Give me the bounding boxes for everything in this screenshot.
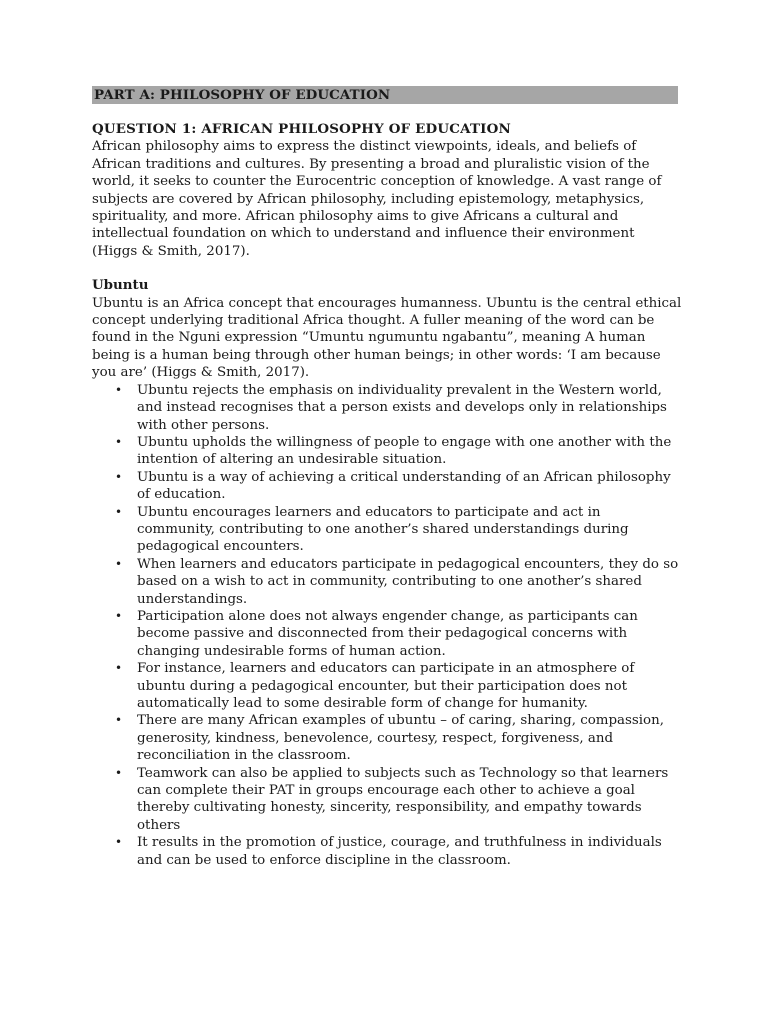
bullet-icon: • — [115, 382, 123, 397]
intro-paragraph: African philosophy aims to express the distinct viewpoints, ideals, and beliefs of African traditions and cultures. By presenting a broad and pluralistic vision of the world, it seeks to counter the Eurocentric conception of knowledge. A vast range of subjects are covered by African philosophy, including epistemology, metaphysics, spirituality, and more. African philosophy aims to give Africans a cultural and intellectual foundation on which to understand and influence their environment (Higgs & Smith, 2017). — [92, 139, 662, 259]
list-item-text: There are many African examples of ubuntu – of caring, sharing, compassion, generosity, kindness, benevolence, courtesy, respect, forgiveness, and reconciliation in the classroom. — [137, 713, 664, 764]
bullet-icon: • — [115, 661, 123, 676]
list-item-text: Ubuntu encourages learners and educators to participate and act in community, contributing to one another’s shared understandings during pedagogical encounters. — [137, 504, 629, 555]
ubuntu-heading: Ubuntu — [92, 277, 149, 294]
list-item-text: Ubuntu is a way of achieving a critical understanding of an African philosophy of education. — [137, 469, 671, 503]
bullet-icon: • — [115, 608, 123, 623]
list-item-text: When learners and educators participate in pedagogical encounters, they do so based on a wish to act in community, contributing to one another’s shared understandings. — [137, 556, 679, 607]
list-item-text: For instance, learners and educators can participate in an atmosphere of ubuntu during a pedagogical encounter, but their participation does not automatically lead to some desirable form of change for humanity. — [137, 661, 635, 711]
list-item-text: Ubuntu upholds the willingness of people to engage with one another with the intention of altering an undesirable situation. — [137, 434, 672, 468]
list-item — [115, 660, 682, 712]
list-item-text: Teamwork can also be applied to subjects such as Technology so that learners can complete their PAT in groups encourage each other to achieve a goal thereby cultivating honesty, sincerity, responsibility, and empathy towards others — [137, 765, 669, 833]
list-item — [115, 434, 682, 469]
list-item — [115, 712, 682, 764]
question-title: QUESTION 1: AFRICAN PHILOSOPHY OF EDUCATION — [92, 121, 511, 137]
list-item — [115, 469, 682, 504]
list-item — [115, 834, 682, 869]
list-item — [115, 382, 682, 434]
list-item-text: Participation alone does not always engender change, as participants can become passive and disconnected from their pedagogical concerns with changing undesirable forms of human action. — [137, 608, 638, 659]
bullet-icon: • — [115, 713, 123, 728]
list-item — [115, 765, 682, 835]
part-heading: PART A: PHILOSOPHY OF EDUCATION — [92, 86, 678, 104]
bullet-icon: • — [115, 556, 123, 571]
list-item — [115, 608, 682, 660]
list-item — [115, 556, 682, 608]
bullet-icon: • — [115, 434, 123, 449]
bullet-icon: • — [115, 504, 123, 519]
bullet-icon: • — [115, 469, 123, 484]
list-item-text: It results in the promotion of justice, courage, and truthfulness in individuals and can be used to enforce discipline in the classroom. — [137, 835, 662, 868]
bullet-icon: • — [115, 765, 123, 780]
ubuntu-paragraph: Ubuntu is an Africa concept that encourages humanness. Ubuntu is the central ethical concept underlying traditional Africa thought. A fuller meaning of the word can be found in the Nguni expression “Umuntu ngumuntu ngabantu”, meaning A human being is a human being through other human beings; in other words: ‘I am because you are’ (Higgs & Smith, 2017). — [92, 295, 682, 381]
list-item — [115, 504, 682, 556]
list-item-text: Ubuntu rejects the emphasis on individuality prevalent in the Western world, and instead recognises that a person exists and develops only in relationships with other persons. — [137, 382, 667, 433]
bullet-icon: • — [115, 835, 123, 850]
ubuntu-bullet-list — [92, 382, 682, 869]
document-page — [92, 86, 682, 869]
